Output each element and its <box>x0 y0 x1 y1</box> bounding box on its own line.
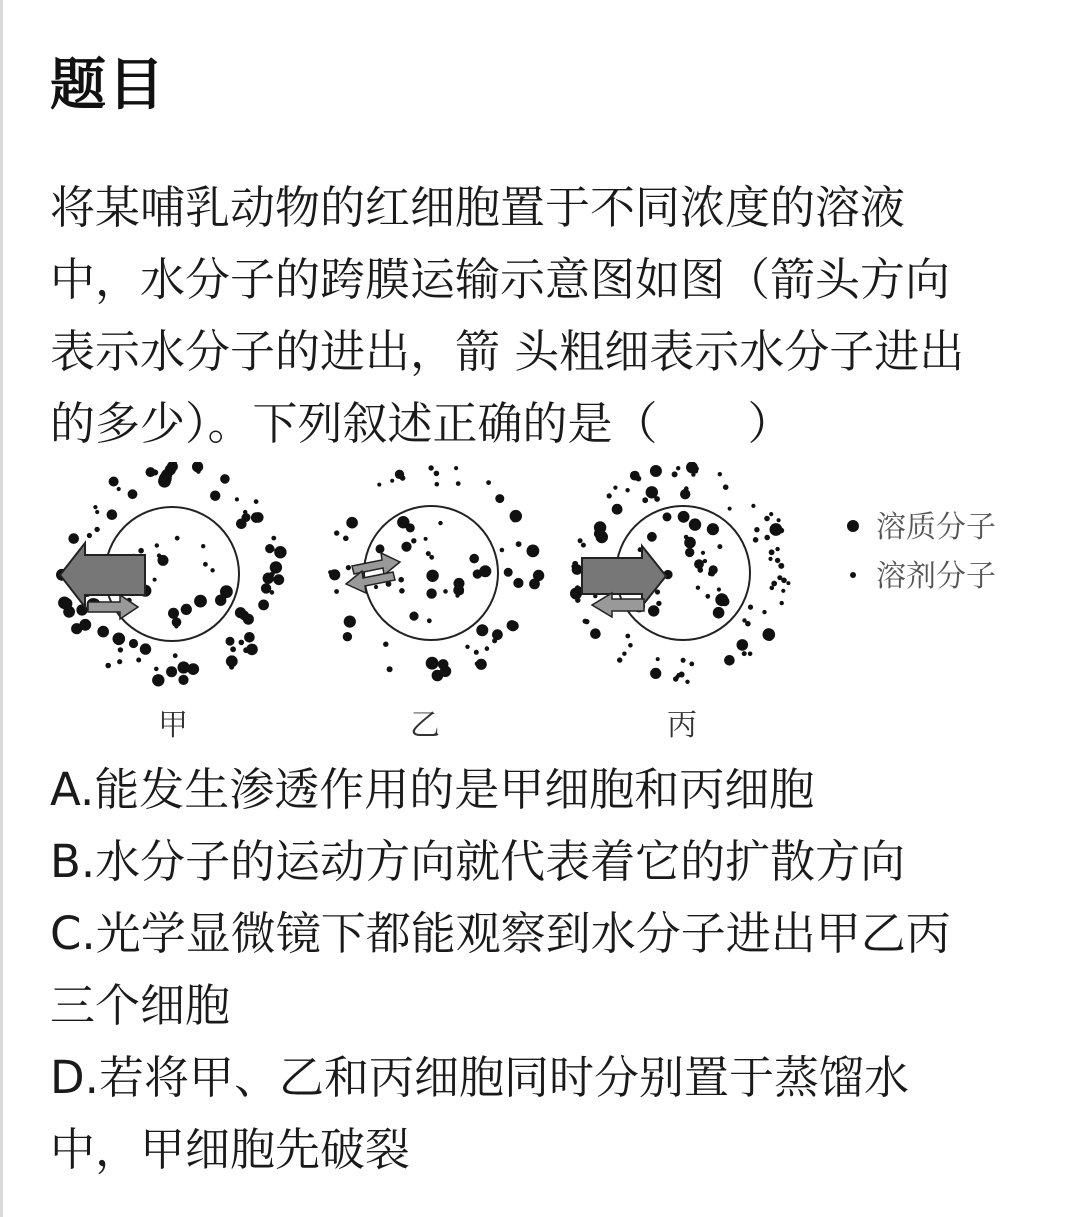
solute-molecule <box>220 474 230 484</box>
solvent-molecule <box>374 585 378 589</box>
solvent-molecule <box>703 559 707 563</box>
solvent-molecule <box>426 551 431 556</box>
solvent-legend-label: 溶剂分子 <box>876 559 996 594</box>
solute-molecule <box>220 585 233 598</box>
solvent-molecule <box>762 610 766 614</box>
solvent-molecule <box>203 562 208 567</box>
option-d[interactable] <box>50 1042 1040 1186</box>
left-border <box>0 0 3 1217</box>
solvent-molecule <box>748 605 753 610</box>
solvent-molecule <box>512 518 516 522</box>
solvent-molecule <box>775 558 780 563</box>
solvent-molecule <box>654 496 660 502</box>
solute-molecule <box>689 518 701 530</box>
solvent-molecule <box>475 662 480 667</box>
solvent-molecule <box>94 527 99 532</box>
solvent-molecule <box>685 680 689 684</box>
solvent-molecule <box>781 589 785 593</box>
question-text <box>50 172 1040 460</box>
solvent-molecule <box>390 479 394 483</box>
solvent-molecule <box>400 475 406 481</box>
solvent-molecule <box>424 537 428 541</box>
cell-yi-label: 乙 <box>410 708 440 743</box>
solute-molecule <box>236 519 247 530</box>
solvent-molecule <box>152 470 158 476</box>
solvent-molecule <box>175 536 180 541</box>
solvent-molecule <box>748 652 753 657</box>
solute-molecule <box>344 616 356 628</box>
solvent-molecule <box>717 587 721 591</box>
solvent-molecule <box>768 557 772 561</box>
solvent-molecule <box>428 465 433 470</box>
solvent-molecule <box>343 536 349 542</box>
solvent-molecule <box>786 581 790 585</box>
solvent-molecule <box>438 521 442 525</box>
solvent-molecule <box>398 577 404 583</box>
solvent-molecule <box>454 466 458 470</box>
solvent-molecule <box>87 533 92 538</box>
solute-molecule <box>596 531 608 543</box>
question-line: 的多少）。下列叙述正确的是（ ） <box>50 397 793 450</box>
solvent-molecule <box>728 507 732 511</box>
solvent-molecule <box>427 618 432 623</box>
question-line: 将某哺乳动物的红细胞置于不同浓度的溶液 <box>50 181 906 234</box>
solute-molecule <box>63 606 75 618</box>
solute-molecule <box>140 643 151 654</box>
solvent-molecule <box>328 570 332 574</box>
solvent-molecule <box>745 621 751 627</box>
osmosis-figure <box>50 462 1050 762</box>
solute-molecule <box>253 512 264 523</box>
option-b[interactable] <box>50 826 1040 898</box>
solvent-molecule <box>334 589 339 594</box>
solvent-molecule <box>578 538 583 543</box>
solvent-molecule <box>235 497 239 501</box>
solvent-legend-dot <box>850 572 856 578</box>
solute-legend-dot <box>847 520 859 532</box>
solvent-molecule <box>201 544 205 548</box>
solute-molecule <box>406 523 415 532</box>
solute-molecule <box>343 632 352 641</box>
solvent-molecule <box>486 480 491 485</box>
solute-molecule <box>272 563 282 573</box>
solvent-molecule <box>196 469 201 474</box>
solute-molecule <box>68 533 79 544</box>
solvent-molecule <box>636 476 642 482</box>
solute-molecule <box>426 570 438 582</box>
solvent-molecule <box>613 486 617 490</box>
solvent-molecule <box>689 662 694 667</box>
solvent-molecule <box>270 590 275 595</box>
solute-molecule <box>226 637 235 646</box>
solvent-molecule <box>701 551 705 555</box>
solute-molecule <box>97 626 109 638</box>
solvent-molecule <box>377 483 381 487</box>
solvent-molecule <box>656 657 660 661</box>
solute-molecule <box>274 546 286 558</box>
cell-jia-label: 甲 <box>158 708 188 743</box>
solute-molecule <box>648 605 659 616</box>
solute-molecule <box>476 624 488 636</box>
solvent-molecule <box>492 638 497 643</box>
solvent-molecule <box>173 653 178 658</box>
solvent-molecule <box>95 510 99 514</box>
solvent-molecule <box>465 645 469 649</box>
solvent-molecule <box>383 642 388 647</box>
solvent-molecule <box>346 565 351 570</box>
solvent-molecule <box>679 672 685 678</box>
solute-molecule <box>244 632 255 643</box>
solvent-molecule <box>751 504 755 508</box>
solvent-molecule <box>221 600 225 604</box>
solvent-molecule <box>254 499 259 504</box>
solute-molecule <box>647 532 657 542</box>
solute-molecule <box>409 612 418 621</box>
solvent-molecule <box>511 627 516 632</box>
solvent-molecule <box>764 535 770 541</box>
cell-yi <box>328 465 544 743</box>
solvent-molecule <box>474 650 479 655</box>
solute-molecule <box>243 614 254 625</box>
solvent-molecule <box>698 567 704 573</box>
solute-molecule <box>440 666 451 677</box>
solvent-molecule <box>428 663 434 669</box>
solvent-molecule <box>154 667 159 672</box>
option-d-line: D.若将甲、乙和丙细胞同时分别置于蒸馏水 <box>50 1051 909 1104</box>
figure-legend <box>847 510 996 594</box>
solute-molecule <box>71 623 82 634</box>
solvent-molecule <box>243 647 249 653</box>
cell-bing-arrow-out <box>592 593 644 617</box>
solvent-molecule <box>777 518 781 522</box>
option-c-line: C.光学显微镜下都能观察到水分子进出甲乙丙 <box>50 907 951 960</box>
solvent-molecule <box>642 497 648 503</box>
solvent-molecule <box>672 471 678 477</box>
solvent-molecule <box>105 663 111 669</box>
solvent-molecule <box>500 548 505 553</box>
solvent-molecule <box>243 510 247 514</box>
solute-molecule <box>479 565 491 577</box>
solvent-molecule <box>399 588 405 594</box>
solvent-molecule <box>270 572 275 577</box>
option-c[interactable] <box>50 898 1040 1042</box>
solvent-molecule <box>174 624 178 628</box>
solvent-molecule <box>681 658 686 663</box>
solute-molecule <box>663 512 672 521</box>
solvent-molecule <box>778 563 784 569</box>
solvent-molecule <box>625 634 630 639</box>
solvent-molecule <box>429 555 434 560</box>
solvent-molecule <box>775 547 779 551</box>
solute-molecule <box>720 597 730 607</box>
solvent-molecule <box>767 635 773 641</box>
solvent-molecule <box>754 527 759 532</box>
solvent-molecule <box>165 470 170 475</box>
solvent-molecule <box>118 647 123 652</box>
option-c-line: 三个细胞 <box>50 979 231 1032</box>
solvent-molecule <box>334 530 339 535</box>
solute-molecule <box>273 574 284 585</box>
solute-molecule <box>426 588 436 598</box>
solute-molecule <box>128 489 138 499</box>
solvent-molecule <box>248 619 252 623</box>
solvent-molecule <box>455 594 459 598</box>
solvent-molecule <box>684 486 689 491</box>
solvent-molecule <box>533 550 537 554</box>
solvent-molecule <box>136 658 141 663</box>
cell-jia <box>56 462 287 743</box>
solvent-molecule <box>676 466 680 470</box>
solute-molecule <box>533 570 544 581</box>
solute-molecule <box>707 523 719 535</box>
solute-molecule <box>504 568 513 577</box>
solute-molecule <box>210 491 220 501</box>
solute-molecule <box>492 629 503 640</box>
solvent-molecule <box>460 590 464 594</box>
solvent-molecule <box>575 585 580 590</box>
solvent-molecule <box>230 646 236 652</box>
option-b-line: B.水分子的运动方向就代表着它的扩散方向 <box>50 835 906 888</box>
solvent-molecule <box>117 659 122 664</box>
answer-options <box>50 754 1040 1186</box>
solvent-molecule <box>780 601 784 605</box>
solvent-molecule <box>717 544 722 549</box>
solvent-molecule <box>411 538 416 543</box>
solute-molecule <box>346 517 358 529</box>
solvent-molecule <box>516 541 522 547</box>
solute-molecule <box>612 504 623 515</box>
solute-molecule <box>678 511 690 523</box>
solvent-molecule <box>138 548 144 554</box>
solvent-molecule <box>742 651 747 656</box>
solvent-molecule <box>434 471 440 477</box>
solvent-molecule <box>718 472 722 476</box>
solute-molecule <box>737 639 749 651</box>
solvent-molecule <box>485 646 490 651</box>
solvent-molecule <box>781 578 787 584</box>
solvent-molecule <box>571 565 575 569</box>
solute-molecule <box>495 494 504 503</box>
solvent-molecule <box>155 543 159 547</box>
solute-legend-label: 溶质分子 <box>876 510 996 545</box>
solvent-molecule <box>617 657 622 662</box>
solute-molecule <box>168 608 179 619</box>
solvent-molecule <box>210 568 214 572</box>
question-line: 中，水分子的跨膜运输示意图如图（箭头方向 <box>50 253 951 306</box>
solute-molecule <box>724 655 735 666</box>
solvent-molecule <box>433 658 437 662</box>
section-title: 题目 <box>50 53 166 118</box>
solvent-molecule <box>684 535 689 540</box>
solvent-molecule <box>769 549 775 555</box>
solute-molecule <box>590 628 601 639</box>
solvent-molecule <box>656 601 661 606</box>
solute-molecule <box>181 604 192 615</box>
solvent-molecule <box>575 598 580 603</box>
cell-jia-arrow-out <box>60 543 145 607</box>
question-line: 表示水分子的进出，箭 头粗细表示水分子进出 <box>50 325 965 378</box>
solvent-molecule <box>581 543 586 548</box>
solvent-molecule <box>778 528 784 534</box>
solvent-molecule <box>694 466 699 471</box>
option-a-line: A.能发生渗透作用的是甲细胞和丙细胞 <box>50 763 815 816</box>
solvent-molecule <box>93 505 97 509</box>
solvent-molecule <box>271 536 276 541</box>
solute-molecule <box>650 465 662 477</box>
solvent-molecule <box>428 571 433 576</box>
solvent-molecule <box>723 484 729 490</box>
solvent-molecule <box>769 512 773 516</box>
solvent-molecule <box>696 586 700 590</box>
solvent-molecule <box>655 669 660 674</box>
solvent-molecule <box>771 581 777 587</box>
solvent-molecule <box>628 643 633 648</box>
cell-bing-label: 丙 <box>667 708 697 743</box>
solute-molecule <box>107 509 118 520</box>
solvent-molecule <box>435 482 440 487</box>
option-d-line: 中，甲细胞先破裂 <box>50 1123 411 1176</box>
cell-bing <box>570 462 790 743</box>
solvent-molecule <box>764 516 770 522</box>
solvent-molecule <box>387 666 393 672</box>
solvent-molecule <box>153 578 157 582</box>
solvent-molecule <box>186 668 190 672</box>
solute-molecule <box>113 633 126 646</box>
solute-molecule <box>685 548 694 557</box>
solvent-molecule <box>583 619 588 624</box>
solvent-molecule <box>117 487 121 491</box>
solute-molecule <box>454 578 465 589</box>
solvent-molecule <box>270 547 275 552</box>
solute-molecule <box>713 607 725 619</box>
solvent-molecule <box>625 488 629 492</box>
solute-molecule <box>109 477 119 487</box>
solute-molecule <box>469 554 479 564</box>
solvent-molecule <box>705 594 710 599</box>
solvent-molecule <box>239 640 245 646</box>
solvent-molecule <box>622 652 626 656</box>
solvent-molecule <box>673 676 678 681</box>
option-a[interactable] <box>50 754 1040 826</box>
solute-molecule <box>178 675 188 685</box>
solute-molecule <box>194 595 207 608</box>
solvent-molecule <box>709 571 715 577</box>
solvent-molecule <box>157 553 161 557</box>
solvent-molecule <box>443 589 448 594</box>
solute-molecule <box>513 578 523 588</box>
solute-molecule <box>258 600 269 611</box>
solute-molecule <box>527 545 540 558</box>
solvent-molecule <box>229 664 234 669</box>
solvent-molecule <box>456 481 461 486</box>
solvent-molecule <box>753 537 759 543</box>
solute-molecule <box>376 544 385 553</box>
solvent-molecule <box>607 493 612 498</box>
solute-molecule <box>166 666 177 677</box>
solute-molecule <box>129 639 138 648</box>
solute-molecule <box>401 542 411 552</box>
solute-molecule <box>152 674 164 686</box>
